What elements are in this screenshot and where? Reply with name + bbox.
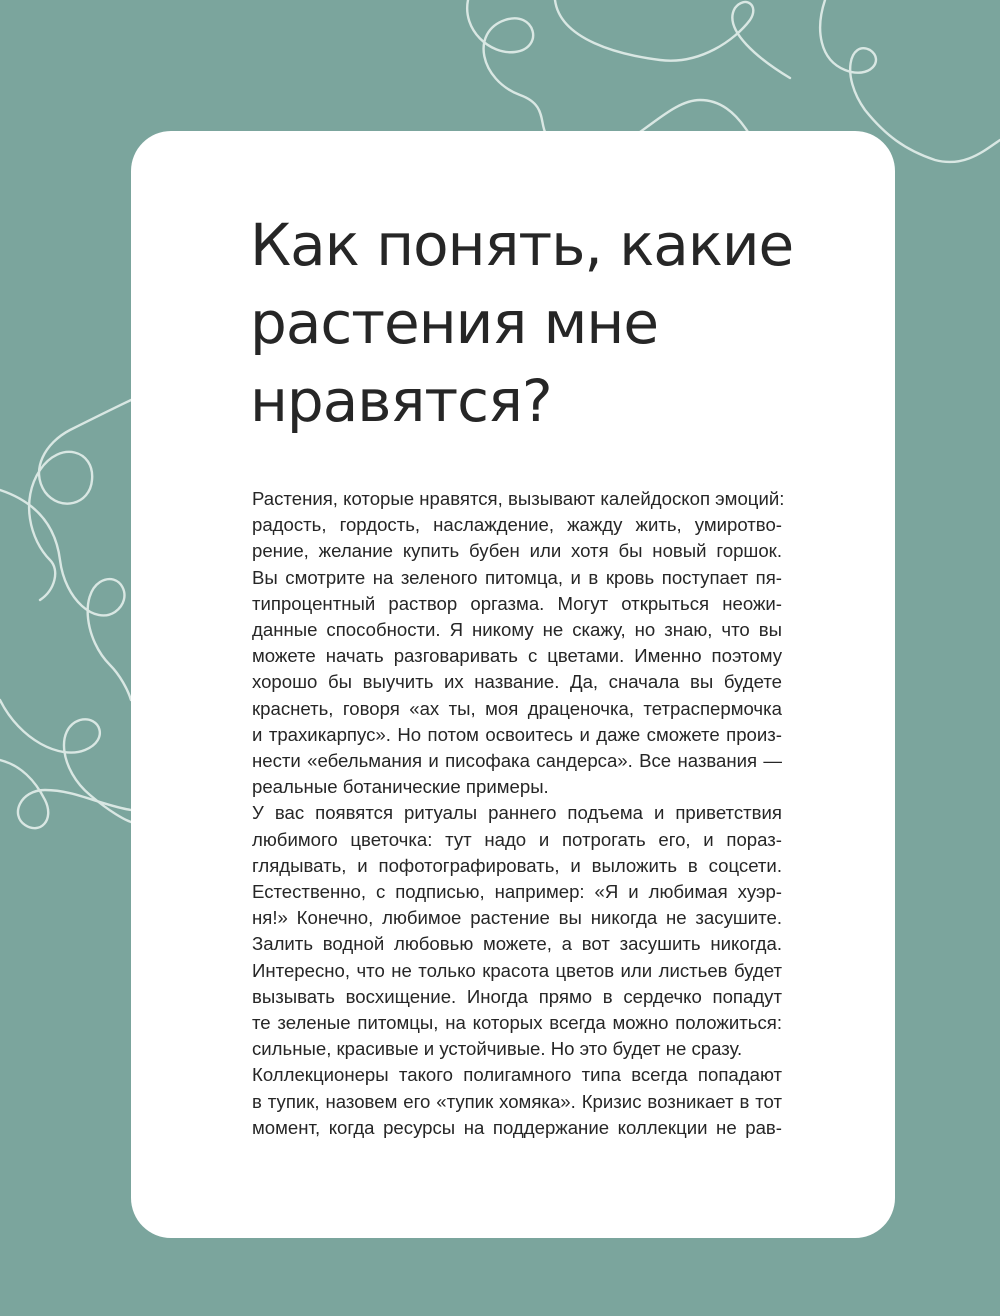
swirl-line-left-middle	[0, 490, 131, 700]
text-line: Вы смотрите на зеленого питомца, и в кровь поступает пя-	[252, 566, 782, 588]
text-line: вызывать восхищение. Иногда прямо в сердечко попадут	[252, 985, 782, 1007]
text-line: У вас появятся ритуалы раннего подъема и приветствия	[252, 802, 782, 824]
swirl-line-left-bottom-loop	[0, 760, 131, 828]
text-line: хорошо бы выучить их название. Да, сначала вы будете	[252, 671, 782, 693]
text-line: сильные, красивые и устойчивые. Но это будет не сразу.	[252, 1038, 743, 1060]
text-line: Интересно, что не только красота цветов или листьев будет	[252, 959, 782, 981]
swirl-line-top-left	[467, 0, 545, 132]
text-line: типроцентный раствор оргазма. Могут открыться неожи-	[252, 592, 782, 614]
text-line: в тупик, назовем его «тупик хомяка». Кризис возникает в тот	[252, 1090, 782, 1112]
title-line: нравятся?	[250, 367, 552, 435]
text-line: Растения, которые нравятся, вызывают калейдоскоп эмоций:	[252, 488, 785, 509]
text-line: можете начать разговаривать с цветами. Именно поэтому	[252, 645, 782, 667]
text-line: Залить водной любовью можете, а вот засушить никогда.	[252, 933, 782, 955]
swirl-line-top-right-tail	[640, 100, 748, 132]
text-line: момент, когда ресурсы на поддержание коллекции не рав-	[252, 1116, 782, 1138]
text-line: рение, желание купить бубен или хотя бы новый горшок.	[252, 540, 782, 562]
paragraph-3	[252, 1062, 782, 1141]
text-line: радость, гордость, наслаждение, жажду жить, умиротво-	[252, 514, 782, 536]
title-line: Как понять, какие	[250, 211, 794, 279]
text-line: краснеть, говоря «ах ты, моя драценочка, тетраспермочка	[252, 697, 782, 719]
swirl-line-top-center	[555, 0, 790, 78]
text-line: глядывать, и пофотографировать, и выложить в соцсети.	[252, 854, 782, 876]
text-line: те зеленые питомцы, на которых всегда можно положиться:	[252, 1012, 782, 1034]
paragraph-1	[252, 486, 785, 800]
article-body	[252, 486, 785, 1141]
text-line: реальные ботанические примеры.	[252, 776, 549, 798]
text-line: ня!» Конечно, любимое растение вы никогда не засушите.	[252, 907, 782, 929]
paragraph-2	[252, 800, 782, 1062]
text-line: любимого цветочка: тут надо и потрогать его, и пораз-	[252, 828, 782, 850]
text-line: нести «ебельмания и писофака сандерса». Все названия —	[252, 750, 782, 772]
swirl-line-left-upper	[29, 400, 131, 600]
text-line: и трахикарпус». Но потом освоитесь и даже сможете произ-	[252, 723, 782, 745]
text-line: Коллекционеры такого полигамного типа всегда попадают	[252, 1064, 782, 1086]
title-line: растения мне	[250, 289, 659, 357]
text-line: Естественно, с подписью, например: «Я и любимая хуэр-	[252, 881, 782, 903]
page-title	[250, 206, 850, 440]
text-line: данные способности. Я никому не скажу, но знаю, что вы	[252, 619, 782, 641]
